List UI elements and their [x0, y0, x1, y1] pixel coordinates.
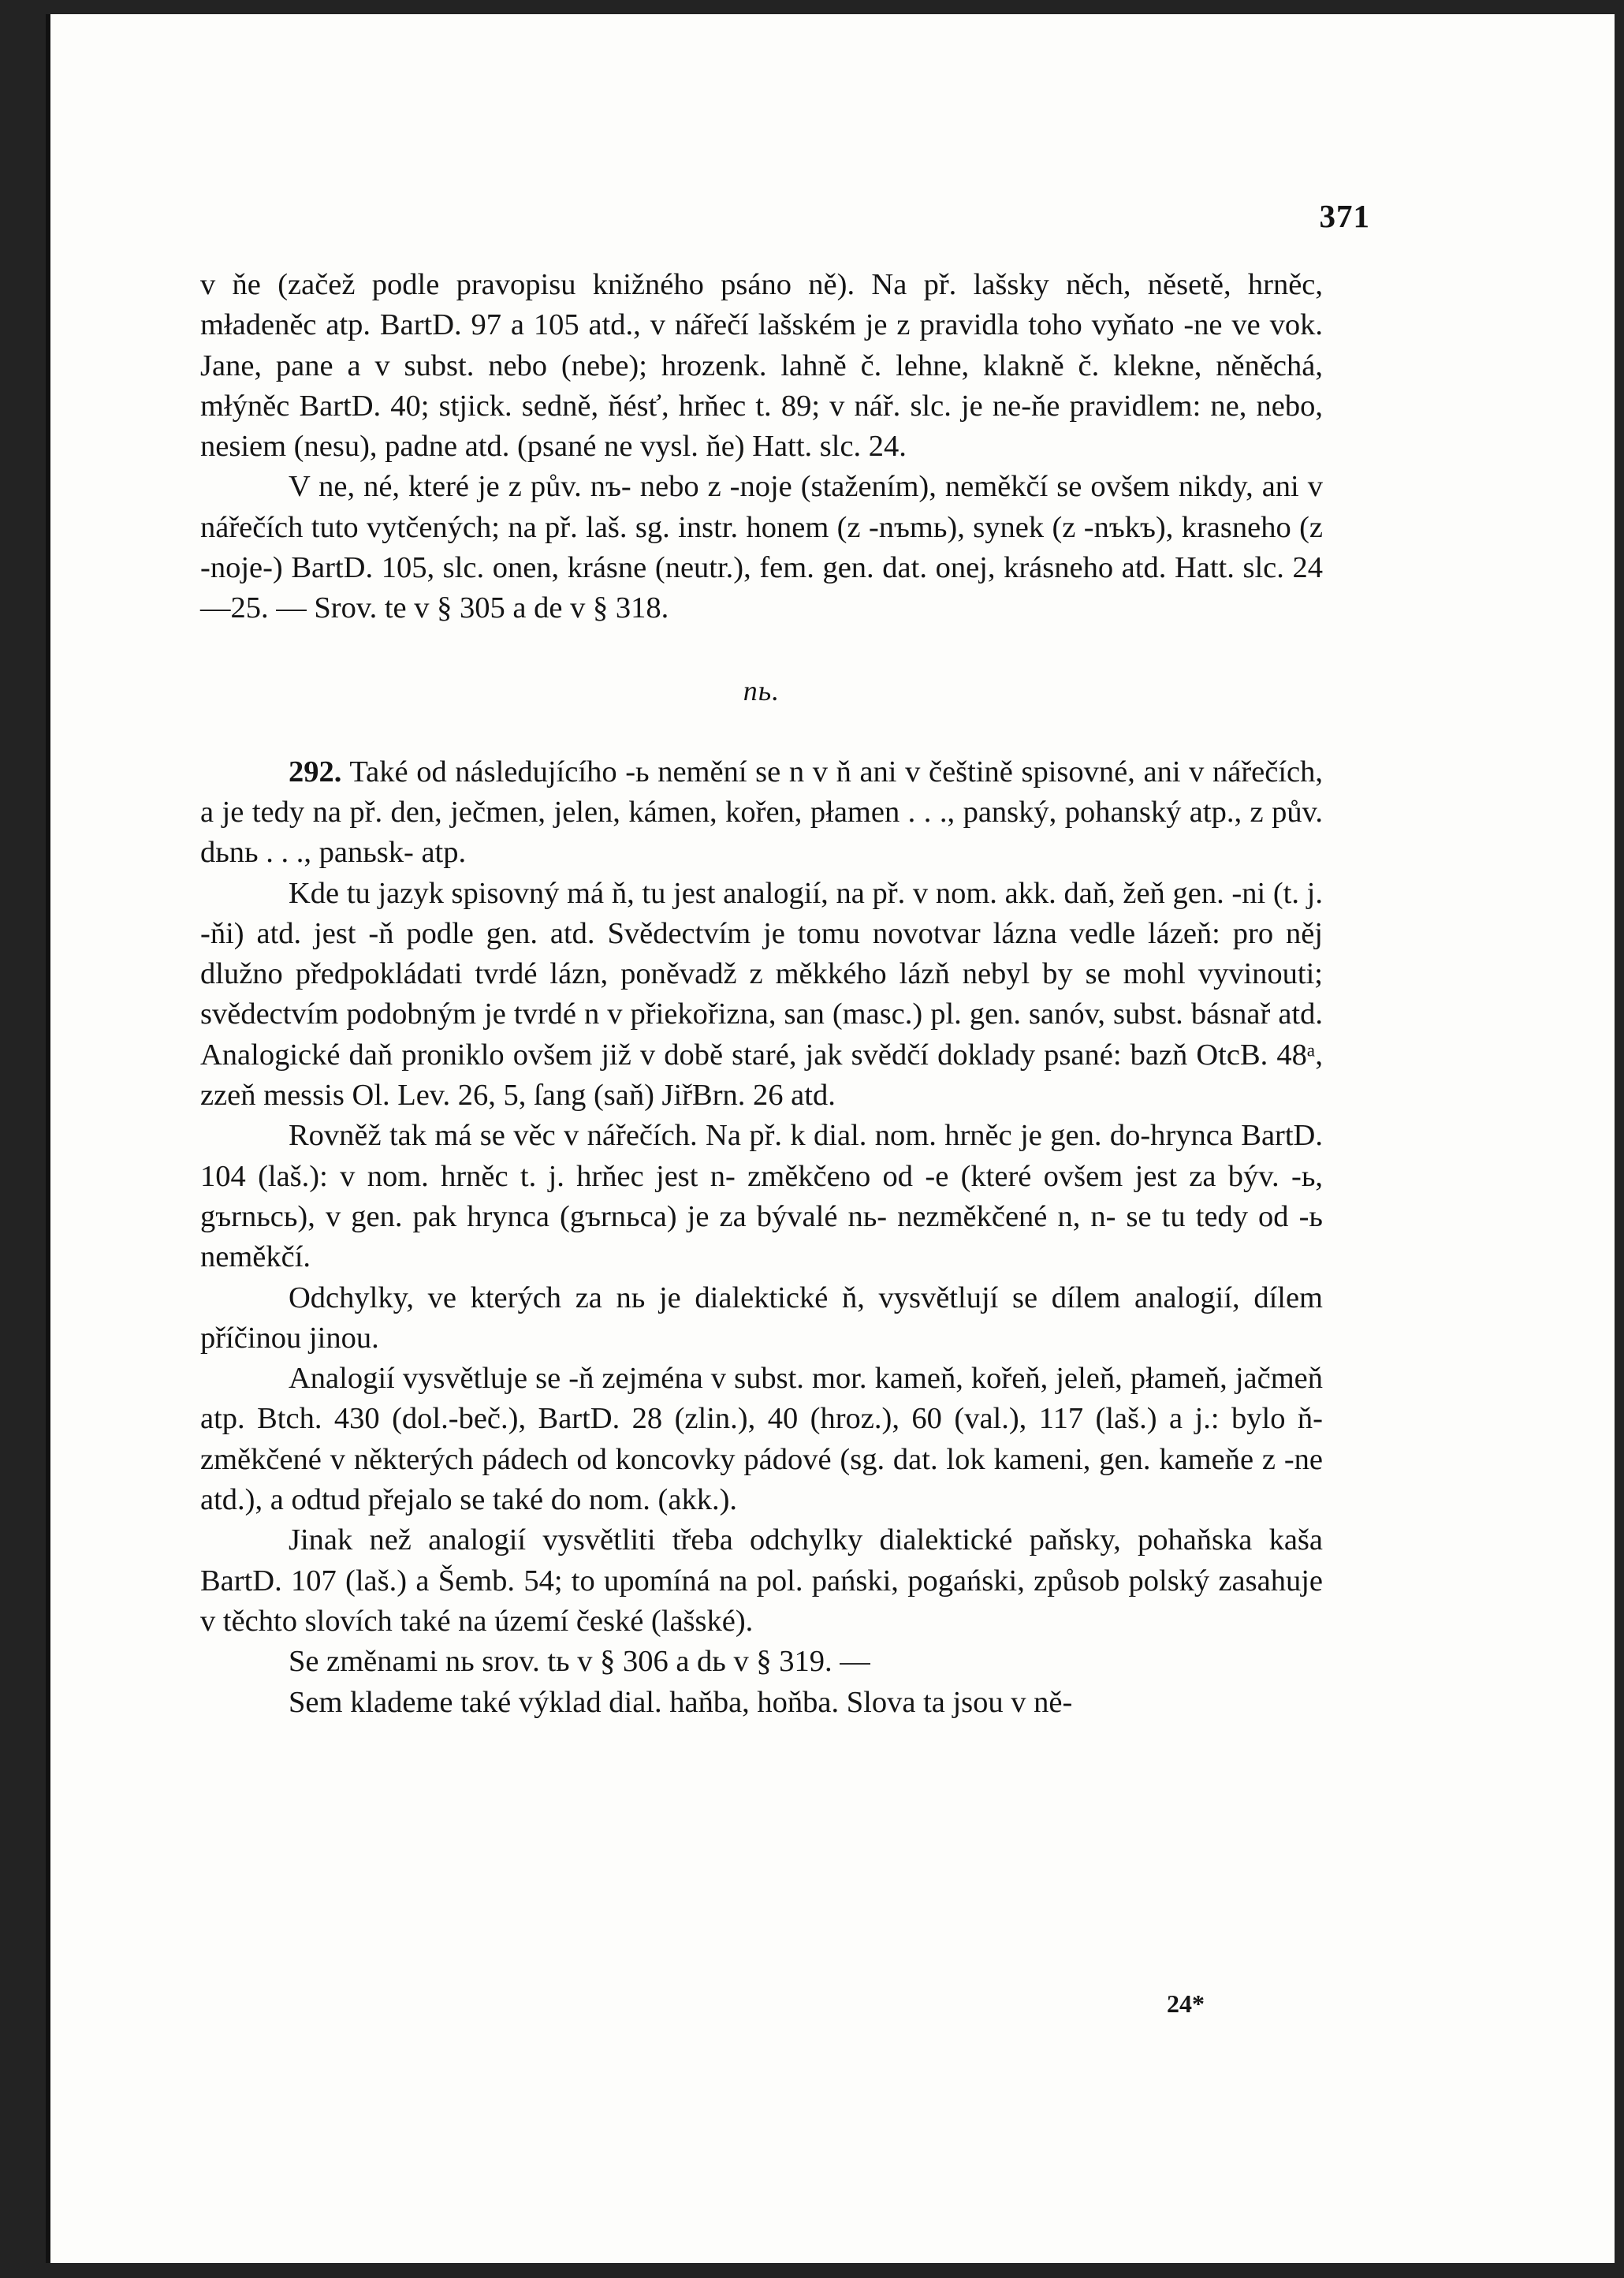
page-number: 371	[1319, 198, 1370, 234]
paragraph: Odchylky, ve kterých za nь je dialektické ň, vysvětlují se dílem analogií, dílem příčinou jinou.	[200, 1281, 1323, 1355]
paragraph: V ne, né, které je z pův. nъ- nebo z -noje (stažením), neměkčí se ovšem nikdy, ani v nářečích tuto vytčených; na př. laš. sg. instr. honem (z -nъmь), synek (z -nъkъ), krasneho (z -noje-) BartD. 105, slc. onen, krásne (neutr.), fem. gen. dat. onej, krásneho atd. Hatt. slc. 24—25. — Srov. te v § 305 a de v § 318.	[200, 470, 1323, 625]
section-heading: nь.	[743, 674, 780, 707]
book-page	[46, 14, 1615, 2263]
paragraph: Jinak než analogií vysvětliti třeba odchylky dialektické paňsky, pohaňska kaša BartD. 107 (laš.) a Šemb. 54; to upomíná na pol. pański, pogański, způsob polský zasahuje v těchto slovích také na území české (lašské).	[200, 1523, 1323, 1638]
paragraph: Se změnami nь srov. tь v § 306 a dь v § 319. —	[289, 1645, 870, 1679]
page-text	[200, 265, 1323, 1723]
paragraph: Kde tu jazyk spisovný má ň, tu jest analogií, na př. v nom. akk. daň, žeň gen. -ni (t. j. -ňi) atd. jest -ň podle gen. atd. Svědectvím je tomu novotvar lázna vedle lázeň: pro něj dlužno předpokládati tvrdé lázn, poněvadž z měkkého lázň nebyl by se mohl vyvinouti; svědectvím podobným je tvrdé n v přiekořizna, san (masc.) pl. gen. sanóv, subst. básnař atd. Analogické daň proniklo ovšem již v době staré, jak svědčí doklady psané: bazň OtcB. 48ᵃ, zzeň messis Ol. Lev. 26, 5, ſang (saň) JiřBrn. 26 atd.	[200, 876, 1323, 1113]
paragraph-continued: v ňe (začež podle pravopisu knižného psáno ně). Na př. lašsky něch, něsetě, hrněc, mładeněc atp. BartD. 97 a 105 atd., v nářečí lašském je z pravidla toho vyňato -ne ve vok. Jane, pane a v subst. nebo (nebe); hrozenk. lahně č. lehne, klakně č. klekne, něněchá, młýněc BartD. 40; stjick. sedně, ňésť, hrňec t. 89; v nář. slc. je ne-ňe pravidlem: ne, nebo, nesiem (nesu), padne atd. (psané ne vysl. ňe) Hatt. slc. 24.	[200, 268, 1323, 464]
paragraph-section-start	[200, 752, 1323, 874]
paragraph: Rovněž tak má se věc v nářečích. Na př. k dial. nom. hrněc je gen. do-hrynca BartD. 104 (laš.): v nom. hrněc t. j. hrňec jest n- změkčeno od -e (které ovšem jest za býv. -ь, gъrnьcь), v gen. pak hrynca (gъrnьca) je za bývalé nь- nezměkčené n, n- se tu tedy od -ь neměkčí.	[200, 1119, 1323, 1274]
paragraph: Analogií vysvětluje se -ň zejména v subst. mor. kameň, kořeň, jeleň, płameň, jačmeň atp. Btch. 430 (dol.-beč.), BartD. 28 (zlin.), 40 (hroz.), 60 (val.), 117 (laš.) a j.: bylo ň- změkčené v některých pádech od koncovky pádové (sg. dat. lok kameni, gen. kameňe z -ne atd.), a odtud přejalo se také do nom. (akk.).	[200, 1362, 1323, 1517]
section-number: 292.	[289, 755, 342, 789]
paragraph: Sem klademe také výklad dial. haňba, hoňba. Slova ta jsou v ně-	[289, 1685, 1073, 1719]
paragraph-text: Také od následujícího -ь nemění se n v ň ani v češtině spisovné, ani v nářečích, a je tedy na př. den, ječmen, jelen, kámen, kořen, płamen . . ., panský, pohanský atp., z pův. dьnь . . ., panьsk- atp.	[200, 755, 1324, 870]
signature-mark: 24*	[1167, 1989, 1205, 2018]
